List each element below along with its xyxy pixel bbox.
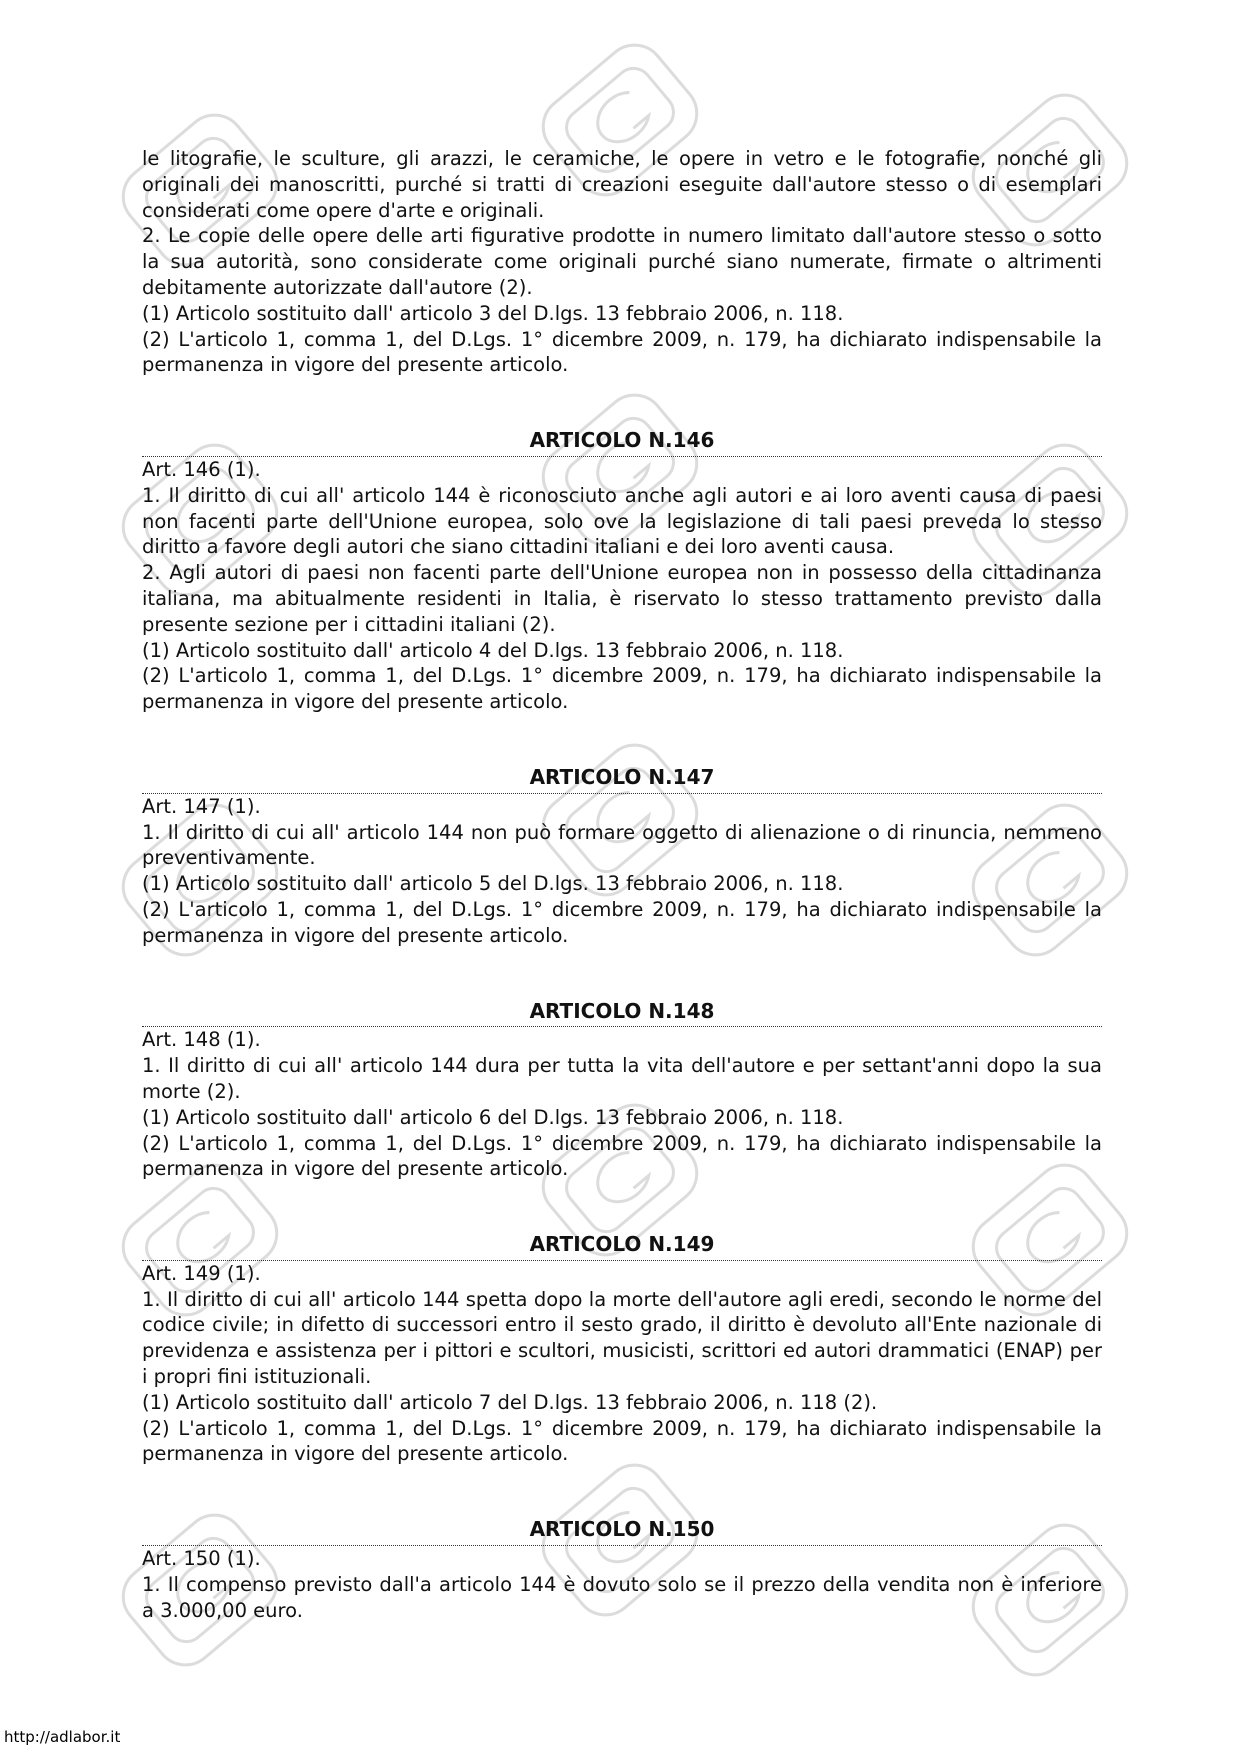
article-paragraph: 1. Il compenso previsto dall'a articolo 144 è dovuto solo se il prezzo della vendita non è inferiore a 3.000,00 euro. [142,1572,1102,1622]
article-paragraph: 1. Il diritto di cui all' articolo 144 non può formare oggetto di alienazione o di rinuncia, nemmeno preventivamente. [142,820,1102,870]
article-paragraph: Art. 148 (1). [142,1028,261,1052]
article-paragraph: 2. Agli autori di paesi non facenti parte dell'Unione europea non in possesso della cittadinanza italiana, ma abitualmente residenti in Italia, è riservato lo stesso trattamento previsto dalla presente sezione per i cittadini italiani (2). [142,561,1102,636]
article-section [142,1517,1102,1623]
article-paragraph: Art. 146 (1). [142,457,261,481]
lead-paragraph: 2. Le copie delle opere delle arti figurative prodotte in numero limitato dall'autore stesso o sotto la sua autorità, sono considerate come originali purché siano numerate, firmate o altrimenti debitamente autorizzate dall'autore (2). [142,224,1102,299]
article-paragraph: (2) L'articolo 1, comma 1, del D.Lgs. 1° dicembre 2009, n. 179, ha dichiarato indispensabile la permanenza in vigore del presente articolo. [142,1416,1102,1466]
document-body [142,146,1102,1623]
lead-paragraph: (2) L'articolo 1, comma 1, del D.Lgs. 1° dicembre 2009, n. 179, ha dichiarato indispensabile la permanenza in vigore del presente articolo. [142,327,1102,377]
lead-paragraph: le litografie, le sculture, gli arazzi, le ceramiche, le opere in vetro e le fotografie, nonché gli originali dei manoscritti, purché si tratti di creazioni eseguite dall'autore stesso o di esemplari considerati come opere d'arte e originali. [142,147,1102,222]
article-section [142,765,1102,949]
article-paragraph: 1. Il diritto di cui all' articolo 144 è riconosciuto anche agli autori e ai loro aventi causa di paesi non facenti parte dell'Unione europea, solo ove la legislazione di tali paesi preveda lo stesso diritto a favore degli autori che siano cittadini italiani e dei loro aventi causa. [142,483,1102,559]
article-title: ARTICOLO N.150 [142,1517,1102,1546]
article-section [142,999,1102,1183]
articles-list [142,428,1102,1623]
article-paragraph: 1. Il diritto di cui all' articolo 144 spetta dopo la morte dell'autore agli eredi, secondo le norme del codice civile; in difetto di successori entro il sesto grado, il diritto è devoluto all'Ente nazionale di previdenza e assistenza per i pittori e scultori, musicisti, scrittori ed autori drammatici (ENAP) per i propri fini istituzionali. [142,1287,1102,1389]
article-section [142,1232,1102,1467]
article-title: ARTICOLO N.147 [142,765,1102,794]
article-paragraph: (1) Articolo sostituito dall' articolo 4 del D.lgs. 13 febbraio 2006, n. 118. [142,638,844,662]
lead-paragraph: (1) Articolo sostituito dall' articolo 3 del D.lgs. 13 febbraio 2006, n. 118. [142,301,844,325]
article-section [142,428,1102,715]
article-paragraph: (1) Articolo sostituito dall' articolo 7 del D.lgs. 13 febbraio 2006, n. 118 (2). [142,1390,878,1414]
article-paragraph: Art. 150 (1). [142,1547,261,1571]
lead-section [142,146,1102,378]
article-paragraph: (2) L'articolo 1, comma 1, del D.Lgs. 1° dicembre 2009, n. 179, ha dichiarato indispensabile la permanenza in vigore del presente articolo. [142,1131,1102,1181]
article-paragraph: (1) Articolo sostituito dall' articolo 6 del D.lgs. 13 febbraio 2006, n. 118. [142,1105,844,1129]
article-paragraph: (2) L'articolo 1, comma 1, del D.Lgs. 1° dicembre 2009, n. 179, ha dichiarato indispensabile la permanenza in vigore del presente articolo. [142,664,1102,714]
footer-url[interactable]: http://adlabor.it [4,1728,121,1746]
article-paragraph: (1) Articolo sostituito dall' articolo 5 del D.lgs. 13 febbraio 2006, n. 118. [142,872,844,896]
article-paragraph: Art. 147 (1). [142,794,261,818]
article-title: ARTICOLO N.148 [142,999,1102,1028]
article-paragraph: 1. Il diritto di cui all' articolo 144 dura per tutta la vita dell'autore e per settant'anni dopo la sua morte (2). [142,1054,1102,1103]
article-title: ARTICOLO N.149 [142,1232,1102,1261]
article-paragraph: (2) L'articolo 1, comma 1, del D.Lgs. 1° dicembre 2009, n. 179, ha dichiarato indispensabile la permanenza in vigore del presente articolo. [142,897,1102,947]
article-title: ARTICOLO N.146 [142,428,1102,457]
article-paragraph: Art. 149 (1). [142,1261,261,1285]
